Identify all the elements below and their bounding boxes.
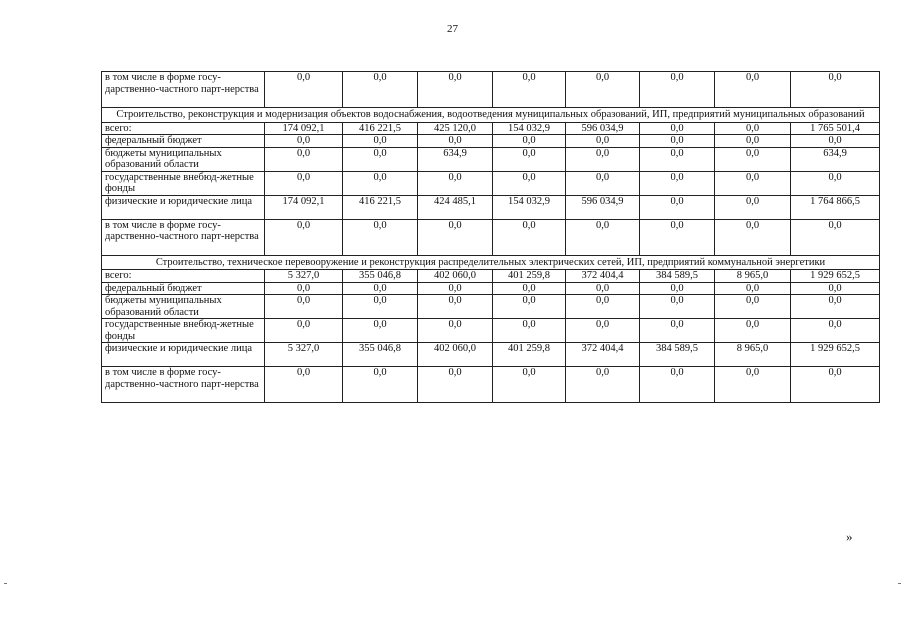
cell-value: 0,0 (715, 319, 791, 343)
cell-value: 0,0 (265, 367, 343, 403)
cell-value: 0,0 (493, 367, 566, 403)
cell-value: 0,0 (640, 72, 715, 108)
cell-value: 0,0 (493, 295, 566, 319)
row-label: в том числе в форме госу-дарственно-частного парт-нерства (102, 367, 265, 403)
cell-value: 0,0 (265, 72, 343, 108)
cell-value: 425 120,0 (418, 122, 493, 135)
cell-value: 634,9 (418, 147, 493, 171)
table-row (102, 147, 880, 171)
table-row (102, 295, 880, 319)
budget-table (101, 71, 880, 403)
table-body (102, 72, 880, 403)
cell-value: 401 259,8 (493, 343, 566, 367)
row-label: всего: (102, 122, 265, 135)
cell-value: 8 965,0 (715, 270, 791, 283)
cell-value: 416 221,5 (343, 195, 418, 219)
cell-value: 596 034,9 (566, 122, 640, 135)
cell-value: 0,0 (791, 171, 880, 195)
table-row (102, 270, 880, 283)
table-row (102, 72, 880, 108)
page-number: 27 (447, 23, 458, 35)
cell-value: 0,0 (566, 219, 640, 255)
cell-value: 0,0 (418, 171, 493, 195)
cell-value: 0,0 (791, 319, 880, 343)
cell-value: 0,0 (418, 135, 493, 148)
cell-value: 0,0 (640, 147, 715, 171)
row-label: в том числе в форме госу-дарственно-частного парт-нерства (102, 219, 265, 255)
cell-value: 0,0 (640, 195, 715, 219)
section-row (102, 255, 880, 270)
cell-value: 0,0 (265, 295, 343, 319)
cell-value: 0,0 (791, 367, 880, 403)
cell-value: 0,0 (566, 319, 640, 343)
cell-value: 0,0 (265, 135, 343, 148)
cell-value: 0,0 (640, 319, 715, 343)
cell-value: 0,0 (566, 282, 640, 295)
cell-value: 0,0 (791, 219, 880, 255)
cell-value: 0,0 (715, 135, 791, 148)
cell-value: 372 404,4 (566, 270, 640, 283)
cell-value: 0,0 (715, 195, 791, 219)
row-label: физические и юридические лица (102, 343, 265, 367)
cell-value: 0,0 (418, 295, 493, 319)
cell-value: 0,0 (265, 282, 343, 295)
cell-value: 0,0 (791, 282, 880, 295)
cell-value: 0,0 (566, 367, 640, 403)
cell-value: 0,0 (715, 282, 791, 295)
cell-value: 0,0 (493, 72, 566, 108)
table-row (102, 122, 880, 135)
table-row (102, 343, 880, 367)
row-label: бюджеты муниципальных образований области (102, 295, 265, 319)
cell-value: 0,0 (265, 171, 343, 195)
cell-value: 0,0 (265, 319, 343, 343)
cell-value: 0,0 (343, 295, 418, 319)
cell-value: 0,0 (566, 72, 640, 108)
cell-value: 1 765 501,4 (791, 122, 880, 135)
cell-value: 0,0 (418, 367, 493, 403)
table-row (102, 319, 880, 343)
cell-value: 0,0 (640, 171, 715, 195)
cell-value: 0,0 (343, 171, 418, 195)
cell-value: 0,0 (418, 72, 493, 108)
cell-value: 154 032,9 (493, 122, 566, 135)
section-title: Строительство, техническое перевооружение и реконструкция распределительных электрических сетей, ИП, предприятий коммунальной энергетики (102, 255, 880, 270)
cell-value: 0,0 (640, 122, 715, 135)
cell-value: 0,0 (640, 282, 715, 295)
cell-value: 0,0 (640, 219, 715, 255)
cell-value: 0,0 (343, 367, 418, 403)
cell-value: 0,0 (493, 219, 566, 255)
row-label: федеральный бюджет (102, 135, 265, 148)
cell-value: 0,0 (418, 319, 493, 343)
cell-value: 0,0 (265, 219, 343, 255)
cell-value: 0,0 (418, 282, 493, 295)
cell-value: 174 092,1 (265, 195, 343, 219)
cell-value: 0,0 (791, 295, 880, 319)
row-label: физические и юридические лица (102, 195, 265, 219)
scan-margin-mark (898, 583, 901, 584)
cell-value: 0,0 (343, 219, 418, 255)
cell-value: 0,0 (715, 147, 791, 171)
table-row (102, 171, 880, 195)
cell-value: 0,0 (640, 367, 715, 403)
row-label: государственные внебюд-жетные фонды (102, 171, 265, 195)
cell-value: 0,0 (566, 295, 640, 319)
cell-value: 0,0 (715, 122, 791, 135)
cell-value: 0,0 (343, 135, 418, 148)
cell-value: 0,0 (715, 171, 791, 195)
scan-margin-mark (4, 583, 7, 584)
cell-value: 355 046,8 (343, 270, 418, 283)
cell-value: 8 965,0 (715, 343, 791, 367)
cell-value: 0,0 (640, 295, 715, 319)
cell-value: 372 404,4 (566, 343, 640, 367)
cell-value: 0,0 (343, 147, 418, 171)
cell-value: 355 046,8 (343, 343, 418, 367)
cell-value: 401 259,8 (493, 270, 566, 283)
cell-value: 0,0 (791, 72, 880, 108)
cell-value: 402 060,0 (418, 343, 493, 367)
section-title: Строительство, реконструкция и модернизация объектов водоснабжения, водоотведения муниципальных образований, ИП, предприятий муниципальных образований (102, 108, 880, 123)
cell-value: 1 764 866,5 (791, 195, 880, 219)
cell-value: 0,0 (640, 135, 715, 148)
table-row (102, 195, 880, 219)
cell-value: 384 589,5 (640, 343, 715, 367)
cell-value: 0,0 (418, 219, 493, 255)
cell-value: 0,0 (566, 171, 640, 195)
cell-value: 0,0 (343, 72, 418, 108)
cell-value: 0,0 (715, 219, 791, 255)
section-row (102, 108, 880, 123)
cell-value: 1 929 652,5 (791, 270, 880, 283)
cell-value: 0,0 (791, 135, 880, 148)
closing-quote-mark: » (846, 529, 853, 544)
table-row (102, 367, 880, 403)
cell-value: 0,0 (566, 135, 640, 148)
cell-value: 416 221,5 (343, 122, 418, 135)
cell-value: 0,0 (493, 147, 566, 171)
cell-value: 596 034,9 (566, 195, 640, 219)
cell-value: 384 589,5 (640, 270, 715, 283)
cell-value: 1 929 652,5 (791, 343, 880, 367)
row-label: государственные внебюд-жетные фонды (102, 319, 265, 343)
cell-value: 5 327,0 (265, 343, 343, 367)
table-row (102, 282, 880, 295)
table-row (102, 135, 880, 148)
cell-value: 634,9 (791, 147, 880, 171)
cell-value: 0,0 (343, 282, 418, 295)
cell-value: 0,0 (493, 282, 566, 295)
cell-value: 0,0 (343, 319, 418, 343)
table-row (102, 219, 880, 255)
row-label: всего: (102, 270, 265, 283)
row-label: бюджеты муниципальных образований области (102, 147, 265, 171)
row-label: федеральный бюджет (102, 282, 265, 295)
cell-value: 0,0 (566, 147, 640, 171)
cell-value: 0,0 (715, 72, 791, 108)
cell-value: 0,0 (715, 295, 791, 319)
cell-value: 5 327,0 (265, 270, 343, 283)
cell-value: 0,0 (493, 171, 566, 195)
cell-value: 174 092,1 (265, 122, 343, 135)
row-label: в том числе в форме госу-дарственно-частного парт-нерства (102, 72, 265, 108)
cell-value: 424 485,1 (418, 195, 493, 219)
cell-value: 0,0 (493, 319, 566, 343)
cell-value: 0,0 (493, 135, 566, 148)
cell-value: 154 032,9 (493, 195, 566, 219)
cell-value: 402 060,0 (418, 270, 493, 283)
cell-value: 0,0 (715, 367, 791, 403)
cell-value: 0,0 (265, 147, 343, 171)
